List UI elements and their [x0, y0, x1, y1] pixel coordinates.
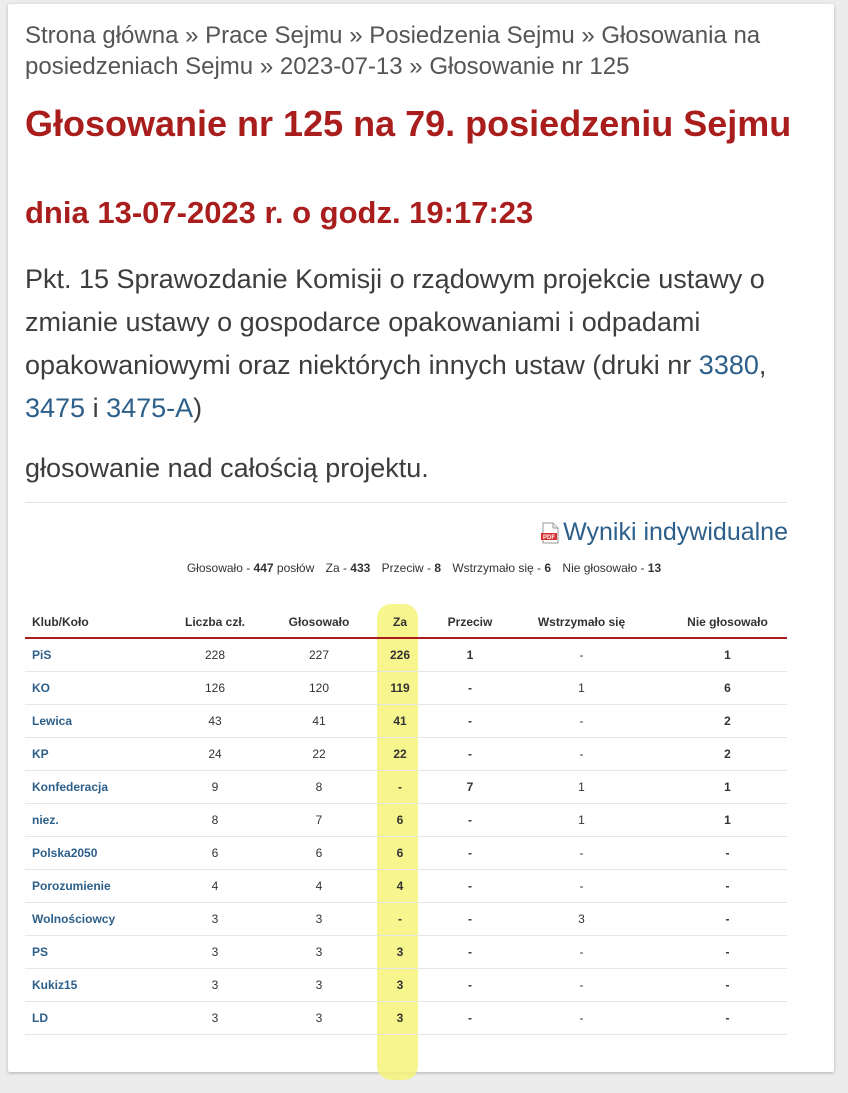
header-club[interactable]: Klub/Koło: [25, 606, 147, 638]
cell-members: 4: [147, 870, 283, 903]
breadcrumb-separator: »: [349, 22, 363, 49]
cell-for: 3: [355, 969, 445, 1002]
topic-text: Pkt. 15 Sprawozdanie Komisji o rządowym projekcie ustawy o zmianie ustawy o gospodarce opakowaniami i odpadami opakowaniowymi oraz niektórych innych ustaw (druki nr: [25, 264, 765, 380]
pdf-icon-label: PDF: [543, 534, 556, 541]
cell-against: -: [445, 804, 495, 837]
header-for[interactable]: Za: [355, 606, 445, 638]
cell-members: 3: [147, 936, 283, 969]
header-voted[interactable]: Głosowało: [283, 606, 355, 638]
table-row: [25, 771, 787, 804]
club-link[interactable]: Kukiz15: [32, 978, 78, 992]
cell-absent: 6: [668, 672, 787, 705]
cell-for: 3: [355, 936, 445, 969]
individual-results-pdf-link[interactable]: [541, 518, 788, 547]
cell-club: [25, 903, 147, 936]
cell-club: [25, 837, 147, 870]
cell-absent: -: [668, 936, 787, 969]
cell-voted: 227: [283, 638, 355, 672]
cell-members: 24: [147, 738, 283, 771]
divider: [25, 502, 787, 503]
table-row: [25, 837, 787, 870]
cell-club: [25, 705, 147, 738]
cell-voted: 8: [283, 771, 355, 804]
club-link[interactable]: Konfederacja: [32, 780, 109, 794]
cell-voted: 4: [283, 870, 355, 903]
table-row: [25, 672, 787, 705]
cell-absent: -: [668, 1002, 787, 1035]
cell-absent: -: [668, 870, 787, 903]
summary-against: Przeciw - 8: [381, 561, 442, 575]
cell-abstain: -: [495, 837, 668, 870]
cell-voted: 3: [283, 969, 355, 1002]
summary-abstain: Wstrzymało się - 6: [452, 561, 552, 575]
print-link-3380[interactable]: 3380: [698, 350, 759, 380]
breadcrumb: [25, 20, 805, 82]
cell-members: 6: [147, 837, 283, 870]
header-against[interactable]: Przeciw: [445, 606, 495, 638]
cell-members: 3: [147, 903, 283, 936]
cell-for: 6: [355, 804, 445, 837]
cell-members: 3: [147, 969, 283, 1002]
cell-club: [25, 738, 147, 771]
breadcrumb-date[interactable]: 2023-07-13: [279, 53, 403, 80]
cell-abstain: 1: [495, 804, 668, 837]
cell-abstain: -: [495, 936, 668, 969]
cell-absent: 2: [668, 738, 787, 771]
cell-against: -: [445, 969, 495, 1002]
club-link[interactable]: niez.: [32, 813, 59, 827]
cell-for: 119: [355, 672, 445, 705]
cell-against: -: [445, 870, 495, 903]
cell-members: 9: [147, 771, 283, 804]
cell-for: -: [355, 771, 445, 804]
cell-against: -: [445, 837, 495, 870]
table-row: [25, 903, 787, 936]
cell-for: 3: [355, 1002, 445, 1035]
vote-summary: [0, 561, 848, 575]
club-link[interactable]: KP: [32, 747, 49, 761]
cell-abstain: -: [495, 705, 668, 738]
header-absent[interactable]: Nie głosowało: [668, 606, 787, 638]
cell-against: -: [445, 1002, 495, 1035]
club-link[interactable]: Polska2050: [32, 846, 98, 860]
table-row: [25, 804, 787, 837]
breadcrumb-glosowania[interactable]: Głosowania na posiedzeniach Sejmu: [25, 22, 761, 80]
table-row: [25, 870, 787, 903]
cell-members: 228: [147, 638, 283, 672]
cell-abstain: -: [495, 738, 668, 771]
cell-for: 226: [355, 638, 445, 672]
cell-against: -: [445, 672, 495, 705]
cell-voted: 6: [283, 837, 355, 870]
cell-club: [25, 771, 147, 804]
print-link-3475-a[interactable]: 3475-A: [106, 393, 194, 423]
cell-voted: 22: [283, 738, 355, 771]
vote-description: głosowanie nad całością projektu.: [25, 453, 429, 483]
cell-against: -: [445, 936, 495, 969]
summary-voted: Głosowało - 447 posłów: [186, 561, 315, 575]
cell-members: 126: [147, 672, 283, 705]
cell-club: [25, 1002, 147, 1035]
summary-absent: Nie głosowało - 13: [562, 561, 662, 575]
breadcrumb-prace-sejmu[interactable]: Prace Sejmu: [205, 22, 343, 49]
cell-members: 43: [147, 705, 283, 738]
breadcrumb-home[interactable]: Strona główna: [25, 22, 179, 49]
page-subtitle: dnia 13-07-2023 r. o godz. 19:17:23: [25, 195, 534, 230]
header-abstain[interactable]: Wstrzymało się: [495, 606, 668, 638]
cell-absent: -: [668, 903, 787, 936]
cell-for: 41: [355, 705, 445, 738]
cell-members: 8: [147, 804, 283, 837]
vote-topic: [25, 258, 805, 430]
pdf-link-label[interactable]: Wyniki indywidualne: [563, 518, 788, 546]
club-link[interactable]: Lewica: [32, 714, 73, 728]
club-link[interactable]: LD: [32, 1011, 48, 1025]
cell-club: [25, 672, 147, 705]
cell-against: 1: [445, 638, 495, 672]
table-header-row: [25, 606, 787, 638]
cell-voted: 3: [283, 936, 355, 969]
club-link[interactable]: PS: [32, 945, 49, 959]
header-members[interactable]: Liczba czł.: [147, 606, 283, 638]
cell-absent: -: [668, 969, 787, 1002]
cell-for: 4: [355, 870, 445, 903]
print-link-3475[interactable]: 3475: [25, 393, 86, 423]
topic-separator: i: [85, 393, 107, 423]
summary-for: Za - 433: [325, 561, 371, 575]
cell-against: -: [445, 738, 495, 771]
cell-for: -: [355, 903, 445, 936]
cell-absent: 2: [668, 705, 787, 738]
breadcrumb-separator: »: [185, 22, 199, 49]
breadcrumb-separator: »: [581, 22, 595, 49]
cell-abstain: -: [495, 638, 668, 672]
cell-absent: 1: [668, 638, 787, 672]
cell-club: [25, 804, 147, 837]
cell-members: 3: [147, 1002, 283, 1035]
cell-abstain: 1: [495, 771, 668, 804]
cell-voted: 7: [283, 804, 355, 837]
table-row: [25, 936, 787, 969]
table-row: [25, 969, 787, 1002]
cell-abstain: -: [495, 870, 668, 903]
breadcrumb-separator: »: [409, 53, 423, 80]
cell-club: [25, 969, 147, 1002]
pdf-icon: [541, 522, 559, 544]
table-row: [25, 738, 787, 771]
cell-against: -: [445, 903, 495, 936]
cell-absent: -: [668, 837, 787, 870]
cell-abstain: -: [495, 1002, 668, 1035]
cell-voted: 120: [283, 672, 355, 705]
cell-absent: 1: [668, 771, 787, 804]
club-link[interactable]: PiS: [32, 648, 52, 662]
breadcrumb-separator: »: [259, 53, 274, 80]
table-row: [25, 1002, 787, 1035]
club-link[interactable]: Wolnościowcy: [32, 912, 116, 926]
results-table: [25, 606, 787, 1035]
cell-club: [25, 936, 147, 969]
cell-voted: 3: [283, 1002, 355, 1035]
breadcrumb-current: Głosowanie nr 125: [429, 53, 630, 80]
cell-absent: 1: [668, 804, 787, 837]
cell-voted: 3: [283, 903, 355, 936]
cell-club: [25, 870, 147, 903]
cell-abstain: 3: [495, 903, 668, 936]
cell-club: [25, 638, 147, 672]
breadcrumb-posiedzenia[interactable]: Posiedzenia Sejmu: [369, 22, 575, 49]
club-link[interactable]: KO: [32, 681, 50, 695]
cell-against: 7: [445, 771, 495, 804]
cell-voted: 41: [283, 705, 355, 738]
table-row: [25, 638, 787, 672]
topic-separator: ,: [758, 350, 767, 380]
cell-against: -: [445, 705, 495, 738]
topic-close: ): [193, 393, 203, 423]
cell-for: 22: [355, 738, 445, 771]
club-link[interactable]: Porozumienie: [32, 879, 111, 893]
table-row: [25, 705, 787, 738]
page-title: Głosowanie nr 125 na 79. posiedzeniu Sejmu: [25, 103, 792, 144]
cell-for: 6: [355, 837, 445, 870]
cell-abstain: -: [495, 969, 668, 1002]
cell-abstain: 1: [495, 672, 668, 705]
